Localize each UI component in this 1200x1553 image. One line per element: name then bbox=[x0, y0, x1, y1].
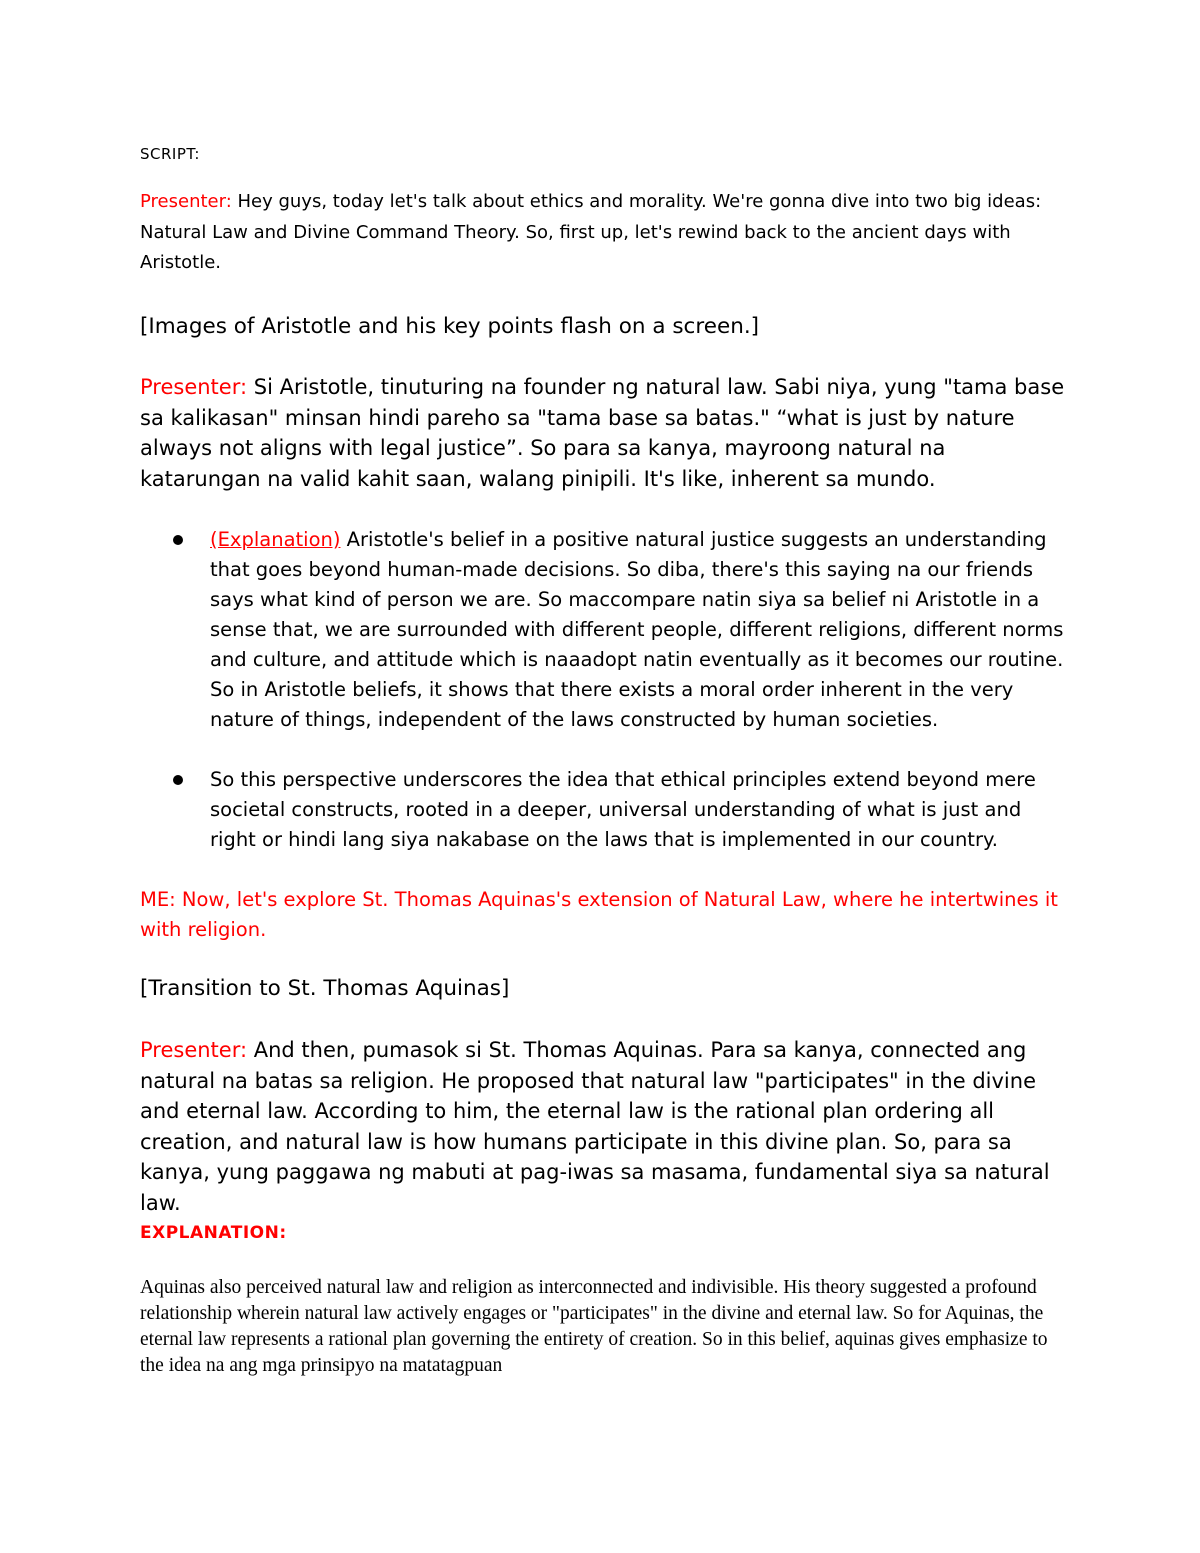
speaker-label: Presenter: bbox=[140, 1038, 248, 1062]
stage-direction: [Transition to St. Thomas Aquinas] bbox=[140, 976, 510, 1001]
speaker-label: Presenter: bbox=[140, 375, 248, 399]
aquinas-paragraph bbox=[140, 1035, 1070, 1218]
list-item bbox=[210, 525, 1070, 735]
me-line: ME: Now, let's explore St. Thomas Aquinas's extension of Natural Law, where he intertwines it with religion. bbox=[140, 888, 1058, 941]
bullet-text: Aristotle's belief in a positive natural justice suggests an understanding that goes beyond human-made decisions. So diba, there's this saying na our friends says what kind of person we are. So maccompare natin siya sa belief ni Aristotle in a sense that, we are surrounded with different people, different religions, different norms and culture, and attitude which is naaadopt natin eventually as it becomes our routine. So in Aristotle beliefs, it shows that there exists a moral order inherent in the very nature of things, independent of the laws constructed by human societies. bbox=[210, 528, 1064, 731]
aristotle-text: Si Aristotle, tinuturing na founder ng natural law. Sabi niya, yung "tama base sa kalikasan" minsan hindi pareho sa "tama base sa batas." “what is just by nature always not aligns with legal justice”. So para sa kanya, mayroong natural na katarungan na valid kahit saan, walang pinipili. It's like, inherent sa mundo. bbox=[140, 375, 1065, 491]
explanation-paragraph: Aquinas also perceived natural law and religion as interconnected and indivisible. His theory suggested a profound relationship wherein natural law actively engages or "participates" in the divine and eternal law. So for Aquinas, the eternal law represents a rational plan governing the entirety of creation. So in this belief, aquinas gives emphasize to the idea na ang mga prinsipyo na matatagpuan bbox=[140, 1277, 1048, 1376]
aquinas-text: And then, pumasok si St. Thomas Aquinas. Para sa kanya, connected ang natural na batas sa religion. He proposed that natural law "participates" in the divine and eternal law. According to him, the eternal law is the rational plan ordering all creation, and natural law is how humans participate in this divine plan. So, para sa kanya, yung paggawa ng mabuti at pag-iwas sa masama, fundamental siya sa natural law. bbox=[140, 1038, 1050, 1215]
intro-paragraph bbox=[140, 187, 1070, 279]
explanation-heading: EXPLANATION: bbox=[140, 1223, 287, 1243]
bullet-list bbox=[210, 765, 1070, 855]
intro-text: Hey guys, today let's talk about ethics and morality. We're gonna dive into two big ideas: Natural Law and Divine Command Theory. So, first up, let's rewind back to the ancient days with Aristotle. bbox=[140, 191, 1042, 273]
list-item bbox=[210, 765, 1070, 855]
aristotle-paragraph bbox=[140, 372, 1070, 494]
stage-direction: [Images of Aristotle and his key points flash on a screen.] bbox=[140, 314, 760, 339]
bullet-text: So this perspective underscores the idea that ethical principles extend beyond mere societal constructs, rooted in a deeper, universal understanding of what is just and right or hindi lang siya nakabase on the laws that is implemented in our country. bbox=[210, 768, 1036, 851]
bullet-icon bbox=[173, 535, 183, 545]
speaker-label: Presenter: bbox=[140, 191, 232, 212]
script-label: SCRIPT: bbox=[140, 145, 200, 163]
bullet-icon bbox=[173, 775, 183, 785]
bullet-list bbox=[210, 525, 1070, 735]
explanation-label: (Explanation) bbox=[210, 528, 341, 551]
